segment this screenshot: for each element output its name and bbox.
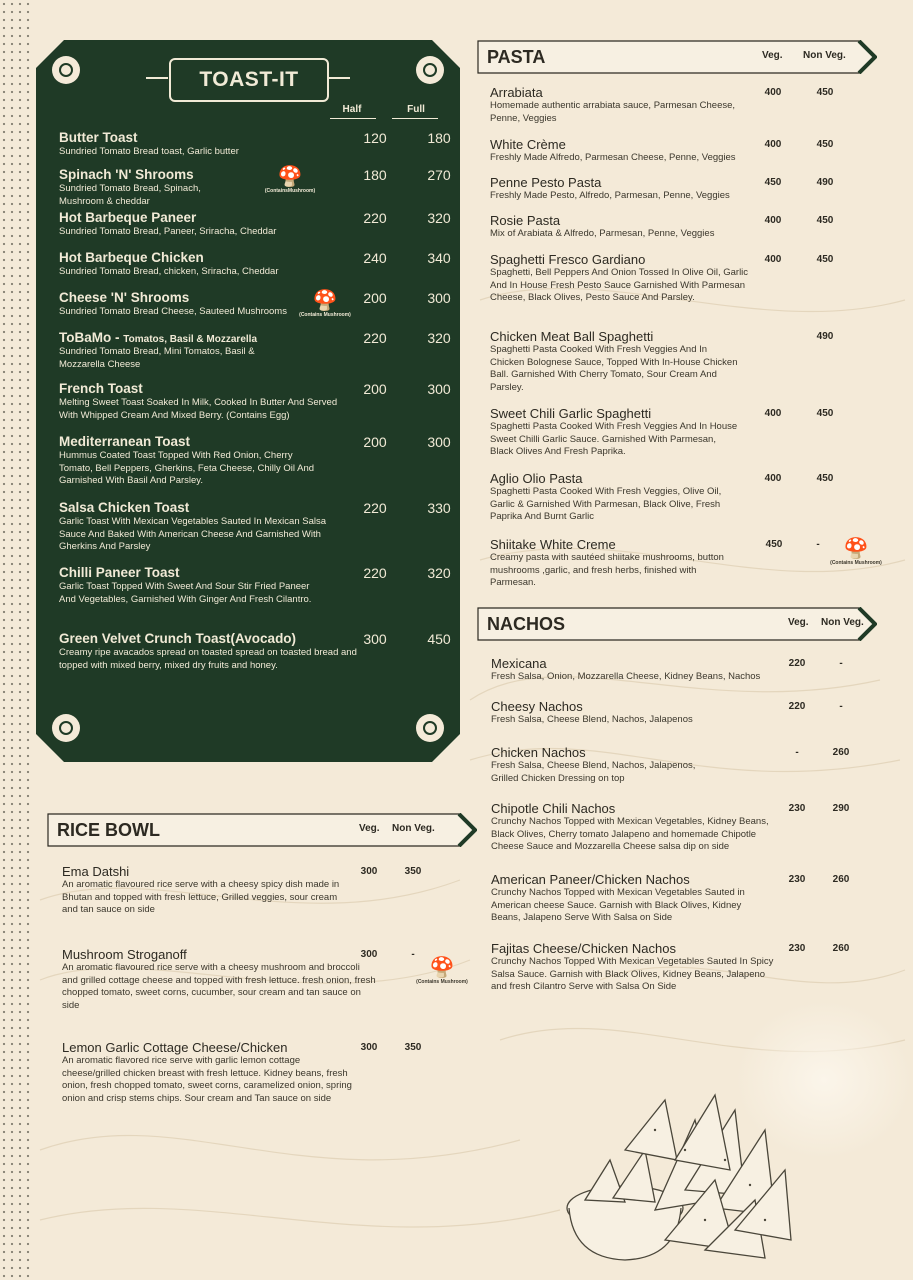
corner-ring — [416, 714, 444, 742]
item-desc: Creamy ripe avacados spread on toasted spread on toasted bread and topped with mixed berry, mixed dry fruits and honey. — [59, 647, 357, 671]
item-desc: Melting Sweet Toast Soaked In Milk, Cooked In Butter And Served With Whipped Cream And Mixed Berry. (Contains Egg) — [59, 397, 338, 421]
price-half: 220 — [363, 330, 387, 346]
item-desc: Crunchy Nachos Topped with Mexican Vegetables Sauted in American cheese Sauce. Garnish with Black Olives, Kidney Beans, Jalapeno Serve With Salsa on Side — [491, 887, 745, 924]
item-name: Sweet Chili Garlic Spaghetti — [490, 406, 652, 421]
price-half: 120 — [363, 130, 387, 146]
item-subtitle: Tomatos, Basil & Mozzarella — [123, 334, 258, 345]
title-dash — [146, 77, 168, 79]
item-desc: Spaghetti, Bell Peppers And Onion Tossed In Olive Oil, Garlic And In House Fresh Pesto Sauce Garnished With Parmesan Cheese, Black Olives, Pesto Sauce And Parsley. — [490, 267, 749, 304]
price-half: 220 — [363, 565, 387, 581]
toast-item — [59, 210, 451, 239]
item-name: Mexicana — [491, 656, 547, 671]
item-desc: Hummus Coated Toast Topped With Red Onion, Cherry Tomato, Bell Peppers, Gherkins, Feta Cheese, Chilly Oil And Garnished With Basil And Parsley. — [59, 450, 315, 486]
price-nonveg: - — [816, 539, 820, 550]
item-desc: Sundried Tomato Bread, chicken, Sriracha, Cheddar — [59, 266, 279, 277]
item-name: Ema Datshi — [62, 864, 130, 879]
item-name: French Toast — [59, 381, 143, 396]
corner-ring — [416, 56, 444, 84]
menu-item — [490, 471, 890, 524]
item-name: Butter Toast — [59, 130, 138, 145]
menu-item — [490, 137, 890, 165]
item-name: Green Velvet Crunch Toast(Avocado) — [59, 631, 297, 646]
item-name: Spinach 'N' Shrooms — [59, 167, 194, 182]
price-full: 450 — [427, 631, 451, 647]
col-veg: Veg. — [359, 823, 380, 834]
col-veg: Veg. — [762, 50, 783, 61]
item-name: Mushroom Stroganoff — [62, 947, 187, 962]
price-half: 220 — [363, 500, 387, 516]
item-name: Cheese 'N' Shrooms — [59, 290, 190, 305]
price-half: 300 — [363, 631, 387, 647]
item-desc: Fresh Salsa, Onion, Mozzarella Cheese, Kidney Beans, Nachos — [491, 671, 761, 682]
item-name: Hot Barbeque Paneer — [59, 210, 197, 225]
mushroom-icon: 🍄 — [277, 166, 303, 188]
price-nonveg: 260 — [832, 943, 850, 954]
item-desc: Crunchy Nachos Topped with Mexican Vegetables, Kidney Beans, Black Olives, Cherry tomato Jalapeno and homemade Chipotle Cheese Sauce and Mozzarella Cheese salsa dip on side — [491, 816, 769, 853]
menu-item — [62, 864, 462, 917]
price-nonveg: 450 — [816, 254, 834, 265]
mushroom-badge: 🍄 (ContainsMushroom) — [250, 166, 330, 194]
item-name: Spaghetti Fresco Gardiano — [490, 252, 646, 267]
toast-item — [59, 631, 451, 672]
toast-item — [59, 500, 451, 554]
item-name: White Crème — [490, 137, 566, 152]
item-desc: Crunchy Nachos Topped With Mexican Vegetables Sauted In Spicy Salsa Sauce. Garnish with Black Olives, Kidney Beans, Jalapeno and fresh Cilantro Serve with Salsa On Side — [491, 956, 774, 993]
price-half: 200 — [363, 381, 387, 397]
item-desc: Garlic Toast Topped With Sweet And Sour Stir Fried Paneer And Vegetables, Garnished With Ginger And Fresh Cilantro. — [59, 581, 312, 605]
nachos-header — [477, 607, 877, 641]
menu-item — [62, 947, 462, 1012]
price-full: 340 — [427, 250, 451, 266]
toast-item — [59, 565, 451, 606]
price-veg: 230 — [788, 943, 806, 954]
item-name: Rosie Pasta — [490, 213, 561, 228]
price-veg: 220 — [788, 658, 806, 669]
price-veg: - — [795, 747, 799, 758]
price-half: 240 — [363, 250, 387, 266]
item-desc: Spaghetti Pasta Cooked With Fresh Veggies And In Chicken Bolognese Sauce, Topped With In-House Chicken Ball. Garnished With Cherry Tomato, Sour Cream And Parsley. — [490, 344, 738, 393]
price-nonveg: 350 — [404, 866, 422, 877]
mushroom-badge: 🍄 (Contains Mushroom) — [290, 290, 360, 318]
menu-item — [491, 699, 891, 727]
mushroom-icon: 🍄 — [312, 290, 338, 312]
price-veg: 400 — [764, 87, 782, 98]
price-nonveg: 490 — [816, 177, 834, 188]
item-name: Mediterranean Toast — [59, 434, 191, 449]
pasta-header — [477, 40, 877, 74]
mushroom-badge: 🍄 (Contains Mushroom) — [412, 957, 472, 985]
price-veg: 220 — [788, 701, 806, 712]
col-veg: Veg. — [788, 617, 809, 628]
price-full: 300 — [427, 381, 451, 397]
item-name: Chicken Meat Ball Spaghetti — [490, 329, 654, 344]
section-title: RICE BOWL — [57, 820, 160, 840]
item-desc: Sundried Tomato Bread toast, Garlic butter — [59, 146, 239, 157]
price-nonveg: 350 — [404, 1042, 422, 1053]
price-full: 300 — [427, 434, 451, 450]
price-nonveg: 450 — [816, 87, 834, 98]
price-nonveg: - — [411, 949, 415, 960]
col-full: Full — [407, 104, 425, 115]
item-name: Penne Pesto Pasta — [490, 175, 602, 190]
item-name: Chicken Nachos — [491, 745, 586, 760]
price-half: 220 — [363, 210, 387, 226]
toast-item — [59, 250, 451, 279]
item-desc: Garlic Toast With Mexican Vegetables Sauted In Mexican Salsa Sauce And Baked With American Cheese And Garnished With Gherkins And Parsley — [59, 516, 327, 552]
price-full: 320 — [427, 565, 451, 581]
item-desc: An aromatic flavored rice serve with garlic lemon cottage cheese/grilled chicken breast with fresh lettuce. Kidney beans, fresh onion, fresh chopped tomato, sweet corns, caramelized onion, spring onion and crisp stems chips. Sour cream and Tan sauce on side — [62, 1055, 352, 1104]
item-desc: Spaghetti Pasta Cooked With Fresh Veggies And In House Sweet Chilli Garlic Sauce. Garnished With Parmesan, Black Olives And Fresh Paprika. — [490, 421, 738, 458]
price-half: 180 — [363, 167, 387, 183]
menu-item — [491, 941, 891, 994]
item-desc: Fresh Salsa, Cheese Blend, Nachos, Jalapenos, Grilled Chicken Dressing on top — [491, 760, 696, 784]
col-half: Half — [342, 104, 362, 115]
item-desc: Sundried Tomato Bread, Paneer, Sriracha, Cheddar — [59, 226, 277, 237]
price-veg: 230 — [788, 874, 806, 885]
menu-item — [491, 656, 891, 684]
section-title: PASTA — [487, 47, 546, 67]
toast-it-panel — [36, 40, 460, 762]
item-desc: An aromatic flavoured rice serve with a cheesy mushroom and broccoli and grilled cottage cheese and topped with fresh lettuce. fresh onion, fresh chopped tomato, sweet corns, cucumber, sour cream and tan sauce on side — [62, 962, 376, 1011]
menu-item — [490, 329, 890, 394]
price-veg: 400 — [764, 215, 782, 226]
mushroom-icon: 🍄 — [843, 538, 869, 560]
price-veg: 300 — [360, 866, 378, 877]
menu-item — [62, 1040, 462, 1105]
price-nonveg: 490 — [816, 331, 834, 342]
col-rule — [392, 118, 438, 119]
toast-item — [59, 434, 451, 488]
item-desc: An aromatic flavoured rice serve with a cheesy spicy dish made in Bhutan and topped with fresh lettuce, Grilled veggies, sour cream and tan sauce on side — [62, 879, 340, 916]
price-full: 320 — [427, 330, 451, 346]
item-name: Shiitake White Creme — [490, 537, 616, 552]
menu-item — [490, 85, 890, 125]
price-nonveg: 450 — [816, 139, 834, 150]
price-half: 200 — [363, 434, 387, 450]
price-veg: 300 — [360, 1042, 378, 1053]
item-desc: Fresh Salsa, Cheese Blend, Nachos, Jalapenos — [491, 714, 693, 725]
item-name: Lemon Garlic Cottage Cheese/Chicken — [62, 1040, 288, 1055]
section-title: NACHOS — [487, 614, 566, 634]
col-rule — [330, 118, 376, 119]
item-name: Hot Barbeque Chicken — [59, 250, 204, 265]
price-veg: 400 — [764, 408, 782, 419]
menu-item — [490, 175, 890, 203]
title-dash — [328, 77, 350, 79]
toast-item — [59, 167, 451, 208]
item-name: ToBaMo - Tomatos, Basil & Mozzarella — [59, 330, 258, 345]
price-half: 200 — [363, 290, 387, 306]
item-name: American Paneer/Chicken Nachos — [491, 872, 690, 887]
nachos-illustration — [565, 1090, 795, 1265]
price-veg: 450 — [764, 177, 782, 188]
item-desc: Freshly Made Alfredo, Parmesan Cheese, Penne, Veggies — [490, 152, 736, 163]
item-desc: Freshly Made Pesto, Alfredo, Parmesan, Penne, Veggies — [490, 190, 730, 201]
mushroom-icon: 🍄 — [429, 957, 455, 979]
item-name: Fajitas Cheese/Chicken Nachos — [491, 941, 676, 956]
menu-item — [490, 213, 890, 241]
price-veg: 300 — [360, 949, 378, 960]
price-full: 320 — [427, 210, 451, 226]
menu-item — [491, 745, 891, 785]
item-name: Arrabiata — [490, 85, 543, 100]
price-veg: 230 — [788, 803, 806, 814]
toast-item — [59, 290, 451, 319]
item-desc: Creamy pasta with sautéed shiitake mushrooms, button mushrooms ,garlic, and fresh herbs, finished with Parmesan. — [490, 552, 724, 589]
price-veg: 400 — [764, 254, 782, 265]
price-veg: 400 — [764, 473, 782, 484]
mushroom-badge: 🍄 (Contains Mushroom) — [826, 538, 886, 566]
col-nonveg: Non Veg. — [803, 50, 846, 61]
item-name: Cheesy Nachos — [491, 699, 583, 714]
item-desc: Mix of Arabiata & Alfredo, Parmesan, Penne, Veggies — [490, 228, 715, 239]
toast-item — [59, 130, 451, 159]
price-nonveg: - — [839, 658, 843, 669]
price-nonveg: 260 — [832, 747, 850, 758]
menu-item — [490, 406, 890, 459]
toast-item — [59, 330, 451, 371]
price-nonveg: 450 — [816, 215, 834, 226]
price-nonveg: 450 — [816, 473, 834, 484]
rice-bowl-header — [47, 813, 477, 847]
menu-item — [490, 252, 890, 305]
price-nonveg: 450 — [816, 408, 834, 419]
col-nonveg: Non Veg. — [821, 617, 864, 628]
price-veg: 450 — [765, 539, 783, 550]
price-nonveg: 260 — [832, 874, 850, 885]
corner-ring — [52, 714, 80, 742]
price-full: 300 — [427, 290, 451, 306]
menu-item — [491, 872, 891, 925]
item-name: Salsa Chicken Toast — [59, 500, 190, 515]
corner-ring — [52, 56, 80, 84]
toast-title: TOAST-IT — [169, 58, 329, 102]
item-desc: Homemade authentic arrabiata sauce, Parmesan Cheese, Penne, Veggies — [490, 100, 736, 124]
price-full: 180 — [427, 130, 451, 146]
item-desc: Sundried Tomato Bread Cheese, Sauteed Mushrooms — [59, 306, 287, 317]
price-nonveg: - — [839, 701, 843, 712]
price-veg: 400 — [764, 139, 782, 150]
price-full: 270 — [427, 167, 451, 183]
toast-item — [59, 381, 451, 422]
price-nonveg: 290 — [832, 803, 850, 814]
item-desc: Sundried Tomato Bread, Mini Tomatos, Basil & Mozzarella Cheese — [59, 346, 255, 370]
item-desc: Spaghetti Pasta Cooked With Fresh Veggies, Olive Oil, Garlic & Garnished With Parmesan, Black Olive, Fresh Paprika And Burnt Garlic — [490, 486, 722, 523]
menu-item — [491, 801, 891, 854]
item-name: Aglio Olio Pasta — [490, 471, 583, 486]
item-desc: Sundried Tomato Bread, Spinach, Mushroom & cheddar — [59, 183, 201, 207]
dotted-border — [0, 0, 34, 1280]
item-name: Chilli Paneer Toast — [59, 565, 180, 580]
item-name: Chipotle Chili Nachos — [491, 801, 616, 816]
price-full: 330 — [427, 500, 451, 516]
col-nonveg: Non Veg. — [392, 823, 435, 834]
